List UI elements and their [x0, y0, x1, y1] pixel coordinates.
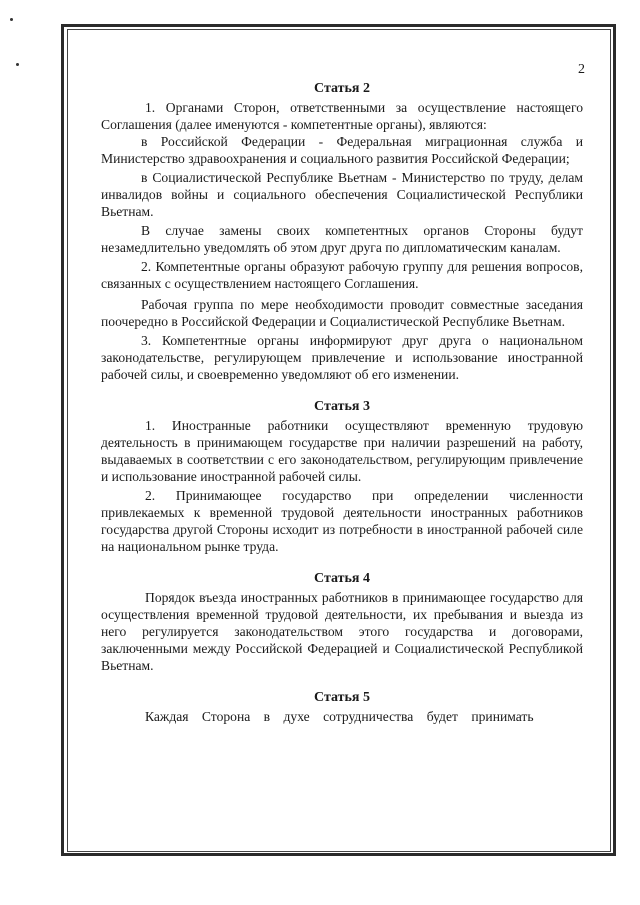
paragraph: 3. Компетентные органы информируют друг друга о национальном законодательстве, регулирующем привлечение и использование иностранной рабочей силы, и своевременно уведомляют об его изменении.	[101, 333, 583, 382]
page-number: 2	[578, 62, 585, 77]
paragraph: в Социалистической Республике Вьетнам - Министерство по труду, делам инвалидов войны и социального обеспечения Социалистической Республики Вьетнам.	[101, 170, 583, 219]
article-heading: Статья 3	[314, 399, 370, 414]
article-heading: Статья 5	[314, 690, 370, 705]
scan-speck	[16, 63, 19, 66]
paragraph: 2. Принимающее государство при определении численности привлекаемых к временной трудовой деятельности иностранных работников государства другой Стороны исходит из потребности в иностранной рабочей силе на национальном рынке труда.	[101, 488, 583, 554]
paragraph: 1. Органами Сторон, ответственными за осуществление настоящего Соглашения (далее именуются - компетентные органы), являются:	[101, 100, 583, 132]
paragraph: 2. Компетентные органы образуют рабочую группу для решения вопросов, связанных с осуществлением настоящего Соглашения.	[101, 259, 583, 291]
article-heading: Статья 2	[314, 81, 370, 96]
paragraph: Порядок въезда иностранных работников в принимающее государство для осуществления временной трудовой деятельности, их пребывания и выезда из него регулируется законодательством этого государства и договорами, заключенными между Российской Федерацией и Социалистической Республикой Вьетнам.	[101, 590, 583, 673]
article-heading: Статья 4	[314, 571, 370, 586]
article-3	[101, 398, 583, 555]
article-5	[101, 689, 583, 725]
article-2	[101, 80, 583, 383]
paragraph: 1. Иностранные работники осуществляют временную трудовую деятельность в принимающем государстве при наличии разрешений на работу, выдаваемых в соответствии с его законодательством, регулирующим привлечение и использование иностранной рабочей силы.	[101, 418, 583, 484]
paragraph: В случае замены своих компетентных органов Стороны будут незамедлительно уведомлять об этом друг друга по дипломатическим каналам.	[101, 223, 583, 255]
paragraph: Рабочая группа по мере необходимости проводит совместные заседания поочередно в Российской Федерации и Социалистической Республике Вьетнам.	[101, 297, 583, 329]
document-body	[101, 80, 583, 725]
scan-speck	[10, 18, 13, 21]
paragraph: Каждая Сторона в духе сотрудничества будет принимать	[145, 709, 534, 724]
paragraph: в Российской Федерации - Федеральная миграционная служба и Министерство здравоохранения и социального развития Российской Федерации;	[101, 134, 583, 166]
article-4	[101, 570, 583, 674]
